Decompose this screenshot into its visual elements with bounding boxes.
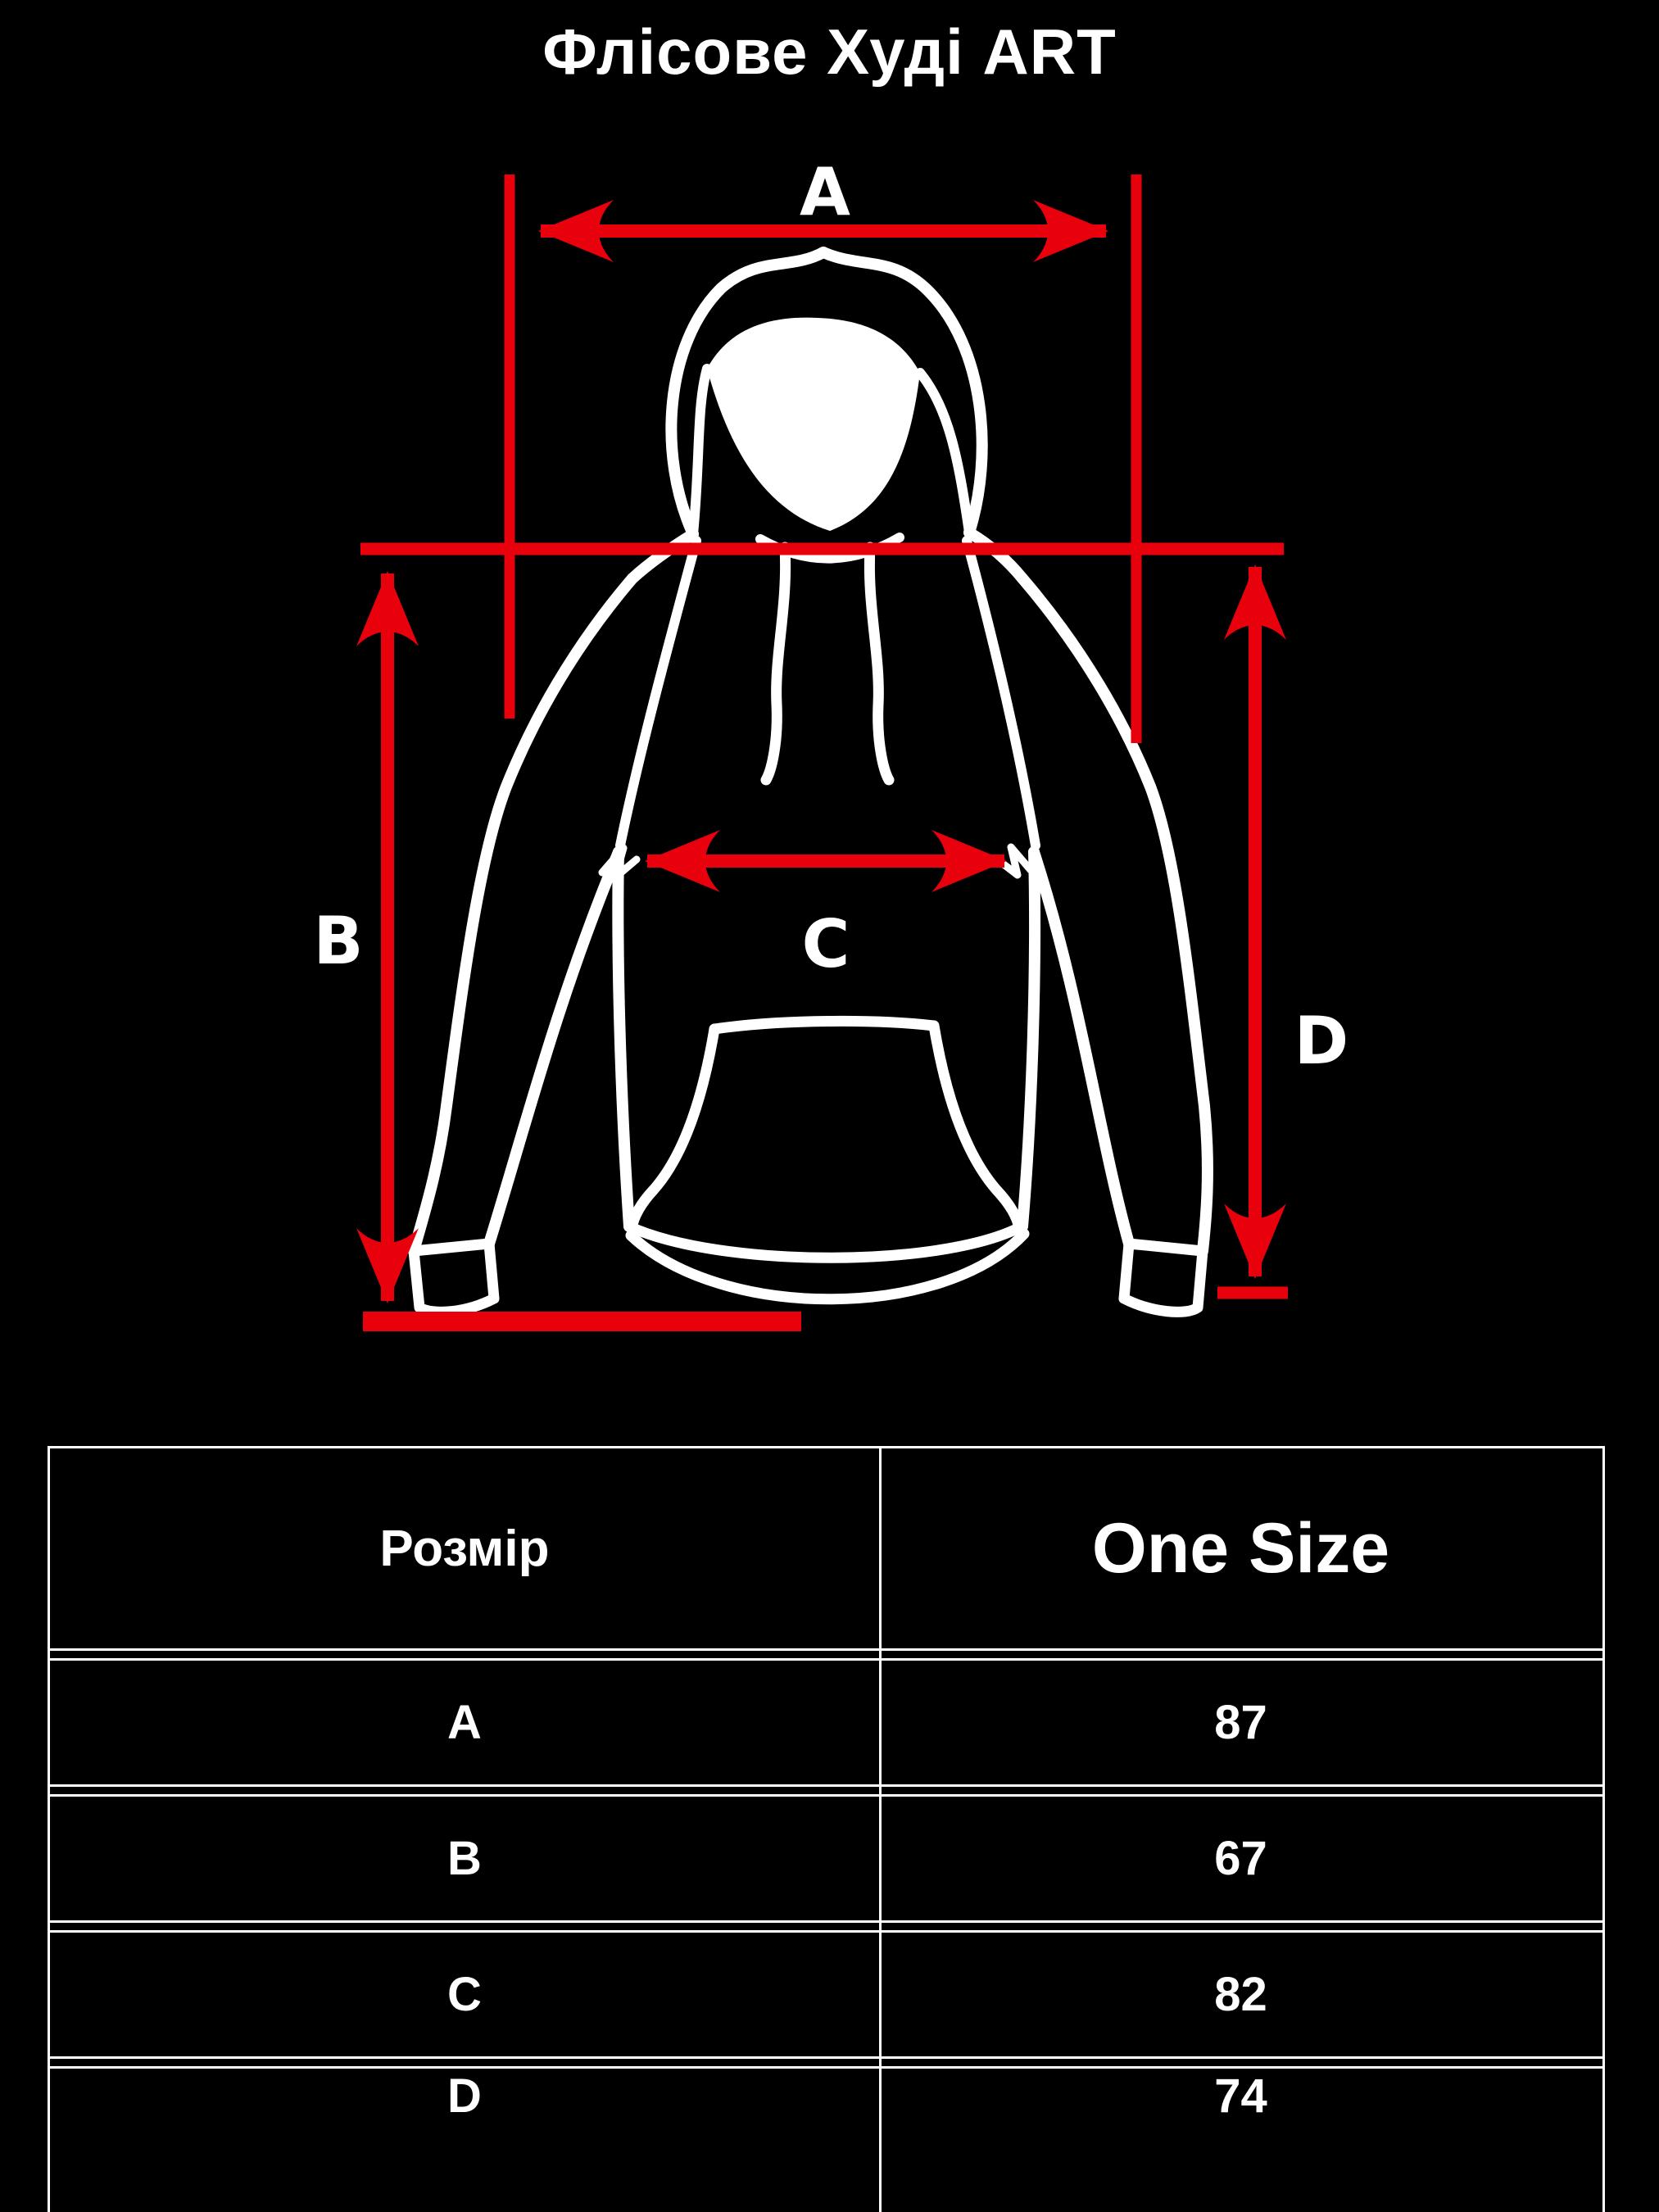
row-value: 74 [1214,2069,1267,2123]
hoodie-outline [414,252,1208,1312]
dim-label-b: B [313,903,364,979]
table-row [50,1794,1602,1923]
size-table [48,1446,1605,2212]
table-column-divider [879,1448,882,2212]
dim-label-d: D [1294,1003,1349,1079]
row-value: 82 [1214,1968,1267,2021]
one-size-header: One Size [1091,1508,1390,1588]
table-row [50,2066,1602,2212]
row-label: A [447,1696,482,1749]
row-label: C [447,1968,482,2021]
size-column-header: Розмір [379,1520,550,1577]
row-label: D [447,2069,482,2123]
row-value: 67 [1214,1832,1267,1885]
row-label: B [447,1832,482,1885]
table-row [50,1658,1602,1787]
dim-label-c: C [801,906,850,982]
table-row [50,1930,1602,2059]
page-title: Флісове Худі ART [542,16,1117,88]
row-value: 87 [1214,1696,1267,1749]
dim-label-a: A [800,154,850,230]
table-header-row [50,1448,1602,1651]
